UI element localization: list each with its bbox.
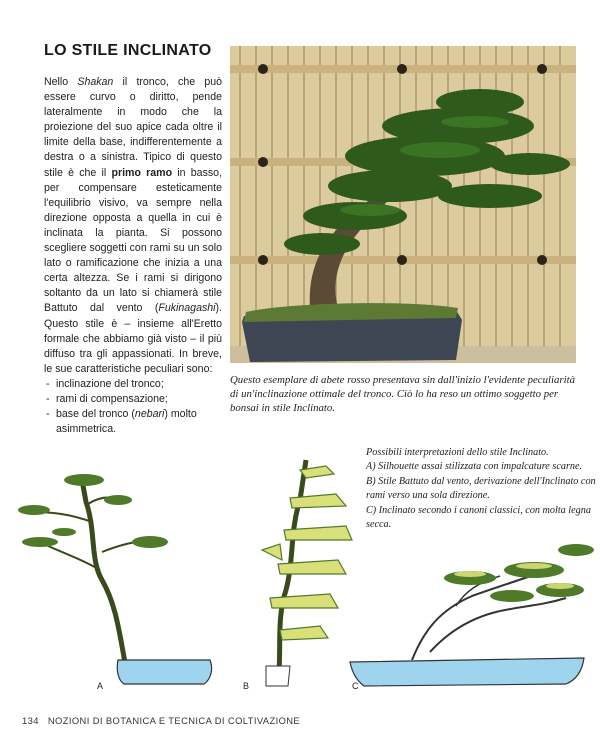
sketch-b: [262, 460, 352, 686]
list-item-text: ) molto asimmetrica.: [56, 408, 197, 436]
list-item-text: base del tronco (: [56, 408, 135, 421]
sketch-caption-title: Possibili interpretazioni dello stile Inclinato.: [366, 447, 549, 458]
intro-paragraph: [44, 75, 222, 377]
sketch-c: [350, 544, 594, 686]
bonsai-photo-illustration: [230, 46, 576, 363]
intro-lead: Nello: [44, 76, 69, 88]
sketch-a: [18, 474, 212, 684]
list-item: - inclinazione del tronco;: [44, 377, 222, 392]
list-item: [44, 407, 222, 437]
intro-part3: ). Questo stile è – insieme all'Eretto formale che abbiamo già visto – il più diffuso tra gli appassionati. In breve, le sue caratteristiche peculiari sono:: [44, 302, 222, 375]
sketch-caption-c: C) Inclinato secondo i canoni classici, con molta legna secca.: [366, 504, 591, 531]
page-number: 134: [22, 715, 39, 726]
figure-label-c: C: [352, 681, 359, 691]
sketch-figures: [0, 440, 600, 700]
sketch-illustrations: [0, 440, 600, 700]
intro-part2: in basso, per compensare esteticamente l'equilibrio visivo, va sempre nella direzione opposta a quella in cui è inclinata la pianta. Si possono scegliere soggetti con rami su un solo lato o ramificazione che inizia a una certa altezza. Se i rami si dirigono soltanto da un lato si chiamerà stile Battuto dal vento (: [44, 166, 223, 315]
intro-text: [44, 75, 222, 437]
term-shakan: Shakan: [77, 76, 114, 88]
running-title: NOZIONI DI BOTANICA E TECNICA DI COLTIVAZIONE: [47, 715, 301, 726]
term-nebari: nebari: [134, 408, 165, 421]
term-primo-ramo: primo ramo: [111, 166, 173, 179]
intro-part1: il tronco, che può essere curvo o diritto, pende lateralmente in modo che la proiezione del suo apice cada oltre il limite della base, indifferentemente a destra o a sinistra. Tipico di questo stile è che il: [44, 76, 222, 179]
bonsai-photo: [230, 46, 576, 363]
section-heading: LO STILE INCLINATO: [44, 42, 212, 59]
page-footer: [22, 715, 300, 726]
characteristics-list: [44, 377, 222, 437]
sketch-caption-b: B) Stile Battuto dal vento, derivazione dell'Inclinato con rami verso una sola direzione.: [366, 475, 596, 502]
photo-caption: Questo esemplare di abete rosso presentava sin dall'inizio l'evidente peculiarità di un'inclinazione ottimale del tronco. Ciò lo ha reso un ottimo soggetto per bonsai in stile Inclinato.: [230, 374, 575, 415]
sketch-caption-a: A) Silhouette assai stilizzata con impalcature scarne.: [366, 461, 583, 473]
term-fukinagashi: Fukinagashi: [158, 302, 216, 315]
figure-label-a: A: [97, 681, 104, 691]
list-item: - rami di compensazione;: [44, 392, 222, 407]
figure-label-b: B: [243, 681, 250, 691]
